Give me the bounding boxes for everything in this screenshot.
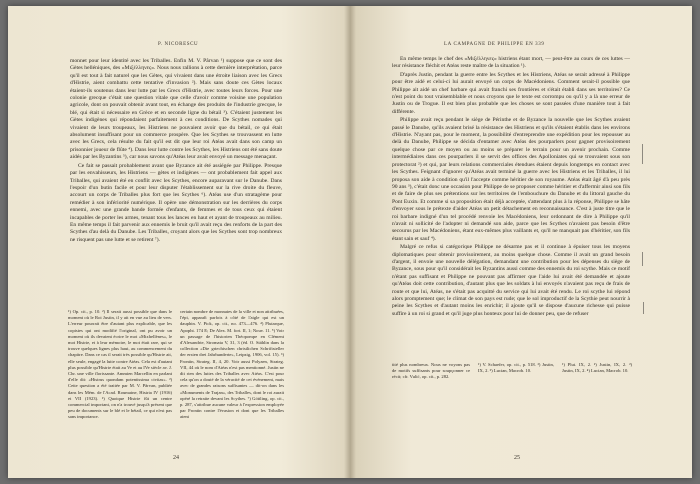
right-footnotes-col-1: tité plus nombreux. Nous ne voyons pas de motifs suffisants pour soupçonner ce récit; cfr. Vulić, op. cit., p. 282.: [392, 362, 470, 380]
book-spread: [8, 6, 692, 478]
left-footnotes-col-1: ¹) Op. cit., p. 10. ²) Il serait aussi possible que dans le moment où le Roi Justin, il y ait en vue au lieu de vers. L'erreur pourrait être d'autant plus explicable, que les copistes qui ont modifié l'original, ont pu avoir un moment où ils devaient écrire le mot «Mixhellènes», le mot Histrie, et à leur mémoire, le mot était rare, qui se trouve quelques lignes plus haut, au commencement du chapitre. Dans ce cas il serait très possible qu'Histrie ait, elle seule, engagé la lutte contre Atéas. Cela est d'autant plus possible qu'Histrie était au Ve et au IVe siècle av. J. Chr. une ville florissante. Ammien Marcellin en parlant d'elle dit: «Histrus quondam potentissima civitas». ³) Cette question a été traitée par M. V. Pârvan, publiée dans les Mém. de l'Acad. Roumaine, Histria IV (1916) et VII (1923). ³) Quoique Histrie fût un centre commercial important, on n'a trouvé jusqu'à présent que peu de documents sur le blé et le bétail, ce qui n'est pas sans importance.: [68, 309, 172, 420]
right-footnotes: [392, 362, 632, 392]
left-paragraph-2: Ce fait se passait probablement avant que Byzance ait été assiégée par Philippe. Presque par les envahisseurs, les Histriens — gètes et indigènes — ont probablement fait appel aux Triballes, qui avaient été en conflit avec les Scythes, encore auparavant sur le Danube. Dans l'espoir d'un butin facile et pour leur disputer l'établissement sur la rive droite du fleuve, accourt un corps de Triballes plus fort que les Scythes ⁶). Atéas use d'un stratagème pour remédier à son infériorité numérique. Il opère une démonstration sur les derrières du corps ennemi, avec une grande bande formée d'enfants, de femmes et de tous ceux qui étaient incapables de porter les armes, tenant tous les lances en haut et ayant de troupeaux au milieu. En même temps il fait parvenir aux ennemis le bruit qu'il avait reçu des renforts de la part des Scythes d'au delà du Danube. Les Triballes, croyant alors que les Scythes sont trop nombreux ne risquent pas une lutte et se retirent ⁷).: [70, 162, 282, 243]
right-paragraph-1: En même temps le chef des «Μιξέλληνες» histriens étant mort, — peut-être au cours de ces luttes — leur résistance fléchit et Atéas reste maître de la situation ¹).: [392, 56, 630, 70]
right-page-body: [392, 56, 630, 358]
book-gutter: [344, 6, 356, 478]
pencil-margin-mark: [643, 302, 644, 314]
left-footnotes: [68, 309, 284, 420]
left-page: [8, 6, 350, 478]
pencil-margin-mark: [642, 252, 643, 266]
left-footnotes-col-2: certain nombre de monnaies de la ville et non attribuées, l'épi, apparaît parfois à côté de l'aigle qui est un dauphin. V. Pick, op. cit., no. 473—476. ⁴) Plutarque, Apopht. 174 E; De Alex. M. fort. II, 1; Nouv. 11. ⁵) Voir un passage de l'historien Théopompe en Clément d'Alexandrie, Stromata V, 31, 3 (éd. O. Stählin dans la collection «Die griechischen christlichen Schriftsteller der ersten drei Jahrhunderte», Leipzig, 1906, vol. 15). ⁶) Frontin, Strateg. II, 4, 20. Voir aussi Polyaen, Strateg. VII, 44 où le nom d'Atéas n'est pas mentionné. Justin ne dit rien des luttes des Triballes avec Atéas. C'est pour cela qu'on a douté de la véracité de cet événement, mais avec de grandes raisons suffisantes — dit-on dans les «Monuments de Trajan», des Triballes, dont le roi aurait opéré la retraite devant les Scythes. ⁷) Göttling, op. cit., p. 287, s'attribue aucune valeur à l'expression employée par Frontin contre l'évasion et dont que les Triballes aient: [180, 309, 284, 420]
right-page: [350, 6, 692, 478]
right-paragraph-4: Malgré ce refus si catégorique Philippe ne désarme pas et il continue à épuiser tous les moyens diplomatiques pour obtenir provisoirement, au moins quelque chose. Comme il avait un grand besoin d'argent, il envoie une nouvelle délégation, demandant une contribution pour les dépenses du siège de Byzance, sous pour qu'il considérait les Byzantins aussi comme des ennemis du roi scythe. Mais ce motif n'étant pas suffisant et Philippe ne pouvant pas affirmer que l'aide lui avait été demandée et ajoute qu'Atéas doit cette contribution, d'autant plus que les soldats à lui envoyés n'avaient pas reçu de frais de route et que lui, Atéas, ne s'était pas acquitté du service qui lui avait été rendu. Le roi scythe lui répond alors promptement que; le climat de son pays est rude; que le sol improductif de la Scythie peut nourrir à peine les Scythes et d'autant moins les enrichir; il ajoute qu'il se dispose d'aucune richesse qui puisse suffire à un roi si grand et qu'il juge plus honteux pour lui de donner peu, que de refuser: [392, 244, 630, 317]
running-head-left: P. NICORESCU: [158, 42, 199, 47]
pencil-margin-mark: [642, 144, 643, 164]
running-head-right: LA CAMPAGNE DE PHILIPPE EN 339: [444, 42, 545, 47]
right-footnotes-col-3: ¹) Plut. IX, 2. ²) Justin, IX, 2. ³) Justin, IX, 2. ⁴) Lucian, Macrob. 10.: [562, 362, 632, 374]
page-number-left: 24: [173, 455, 179, 461]
left-page-body: [70, 58, 282, 298]
right-footnotes-col-2: ¹) V. Schaefer, op. cit., p. 518. ²) Justin, IX, 2. ³) Lucian, Macrob. 10.: [478, 362, 554, 374]
left-paragraph-1: monnet pour leur identité avec les Triballes. Enfin M. V. Pârvan ¹) suppose que ce sont des Gètes helléniques, des «Μιξέλληνες». Nous nous rallions à cette dernière interprétation, parce qu'il est tout à fait naturel que les Gètes, qui vivaient dans une étroite liaison avec les Grecs d'Histrie, aient combattu cette tentative d'invasion ²). Mais sans doute ces Gètes locaux étaient-ils soutenus dans leur lutte par les Grecs d'Histrie, avec toutes leurs forces. Pour une colonie grecque c'était une question vitale que celle d'avoir comme voisine une population agricole, dont on pouvait obtenir avant tout, en échange des produits de l'industrie grecque, le blé, qui était si nécessaire en Grèce et en seconde ligne du bétail ³). C'étaient justement les Gètes indigènes qui répondaient parfaitement à ces conditions. De Scythes nomades qui vivaient de leurs troupeaux, les Histriens ne pouvaient avoir que du bétail, ce qui était absolument insuffisant pour un commerce prospère. Que les Scythes se trouvassent en lutte avec les Grecs, cela résulte du fait qu'il est dit que leur roi Atéas avait dans son camp un prisonnier joueur de flûte ⁴). Dans leur lutte contre les Scythes, les Histriens ont été sans doute aidés par les Byzantins ⁵), car nous savons qu'Atéas leur avait envoyé un message menaçant.: [70, 58, 282, 161]
right-paragraph-2: D'après Justin, pendant la guerre entre les Scythes et les Histriens, Atéas se serait adressé à Philippe pour être aidé et celui-ci lui aurait envoyé un corps de Macédoniens. Comment serait-il possible que Philippe ait aidé un chef barbare qui avait franchi ses frontières et s'était établi dans ses territoires? Ce n'est point du tout vraisemblable et nous croyons que le texte est corrompu ou qu'il y a là une erreur de Justin ou de Trogue. Il est bien plus probable que les choses se sont passées d'une manière tout à fait différente.: [392, 71, 630, 115]
page-number-right: 25: [514, 455, 520, 461]
right-paragraph-3: Philippe avait reçu pendant le siège de Périnthe et de Byzance la nouvelle que les Scythes avaient passé le Danube, qu'ils avaient brisé la résistance des Histriens et qu'ils s'étaient établis dans les environs d'Histrie. N'ayant pas, pour le moment, la possibilité d'entreprendre une expédition pour les repousser au delà du Danube, Philippe se décida d'entamer avec Atéas des pourparlers pour gagner provisoirement quelque chose par ce moyen ou au moins se préparer le terrain pour un avenir prochain. Comme intermédiaires dans ces pourparlers il se servit des offices des Apolloniates qui se trouvaient sous son protectorat ²) et qui, par leurs relations commerciales étendues étaient depuis longtemps en contact avec les Scythes. Feignant d'ignorer qu'Atéas avait terminé la guerre avec les Histriens et les Triballes, il lui proposa son aide à condition qu'il l'accepte comme héritier de son royaume. Atéas était âgé d'à peu près 90 ans ³), c'était donc une occasion pour Philippe de se proposer comme héritier et d'affermir ainsi son fils et de faire de plus ses prétentions sur les territoires de l'embouchure du Danube et du littoral gauche du Pont Euxin. Et comme si sa proposition était déjà acceptée, s'attendant plus à la réponse, Philippe se hâte d'envoyer sous le prétexte d'aider Atéas un petit détachement en reconnaissance. C'est à juste titre que le roi barbare indigné d'un tel procédé renvoie les Macédoniens, leur ordonnant de dire à Philippe qu'il n'avait ni sollicité de l'adopter ni demandé son aide, parce que les Scythes n'avaient pas besoin d'être secourus par les Macédoniens, étant eux-mêmes plus vaillants et, qu'il ne manquait pas d'héritier, son fils étant sain et sauf ⁴).: [392, 117, 630, 242]
